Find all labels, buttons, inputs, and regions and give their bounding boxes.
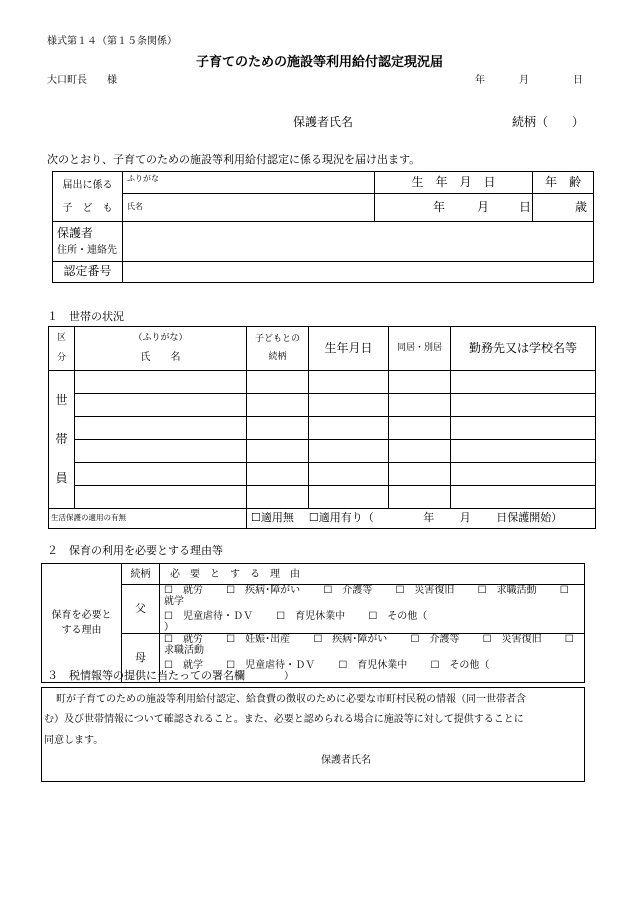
father-label: 父 xyxy=(122,585,160,634)
cert-number-label: 認定番号 xyxy=(53,262,123,283)
father-study-checkbox[interactable] xyxy=(560,585,569,596)
father-care-label: 介護等 xyxy=(342,585,373,596)
mother-label: 母 xyxy=(122,634,160,683)
father-other-label: その他（ xyxy=(387,611,428,622)
date-month-label: 月 xyxy=(519,75,529,86)
welfare-yes-checkbox[interactable] xyxy=(309,511,319,524)
mother-disaster-checkbox[interactable] xyxy=(483,634,492,645)
father-abuse-label: 児童虐待・ＤＶ xyxy=(182,611,253,622)
col-kubun-2: 分 xyxy=(56,352,66,363)
form-number: 様式第１４（第１５条関係） xyxy=(47,36,177,47)
mother-other-checkbox[interactable] xyxy=(430,660,439,671)
col-furigana: （ふりがな） xyxy=(133,333,188,344)
mother-work-checkbox[interactable] xyxy=(164,634,173,645)
col-name xyxy=(75,327,247,371)
father-work-checkbox[interactable] xyxy=(164,585,173,596)
member-cohabit-cell[interactable] xyxy=(389,394,451,417)
reason-label-cell xyxy=(42,564,122,683)
col-relation-1: 子どもとの xyxy=(254,333,300,344)
birth-month-label: 月 xyxy=(477,199,490,214)
reason-label-2: する理由 xyxy=(61,625,102,636)
father-leave-label: 育児休業中 xyxy=(295,611,346,622)
consent-line-3: 同意します。 xyxy=(44,735,104,746)
father-care-checkbox[interactable] xyxy=(323,585,332,596)
reason-col-relation: 続柄 xyxy=(122,564,160,585)
welfare-start-label: 日保護開始） xyxy=(496,511,563,525)
col-relation-2: 続柄 xyxy=(268,351,287,362)
mother-care-label: 介護等 xyxy=(429,634,460,645)
child-age-field[interactable]: 歳 xyxy=(533,194,594,222)
reason-table xyxy=(41,563,585,683)
father-study-label: 就学 xyxy=(164,596,184,607)
member-work-cell[interactable] xyxy=(451,417,596,440)
col-relation xyxy=(247,327,309,371)
welfare-yes-label: 適用有り（ xyxy=(318,511,374,525)
father-other-close: ） xyxy=(164,622,174,633)
member-work-cell[interactable] xyxy=(451,371,596,394)
col-kubun-1: 区 xyxy=(56,332,66,343)
mother-study-label: 就学 xyxy=(182,660,203,671)
member-work-cell[interactable] xyxy=(451,463,596,486)
child-subject-label-1: 届出に係る xyxy=(62,179,113,191)
consent-sign-label: 保護者氏名 xyxy=(321,755,371,766)
child-subject-cell xyxy=(53,172,123,222)
member-name-cell[interactable] xyxy=(75,463,247,486)
addressee: 大口町長 様 xyxy=(47,75,117,86)
father-disaster-label: 災害復旧 xyxy=(414,585,455,596)
guardian-contact-label-cell xyxy=(53,222,123,262)
member-work-cell[interactable] xyxy=(451,486,596,509)
child-furigana-field[interactable] xyxy=(123,172,375,194)
member-name-cell[interactable] xyxy=(75,371,247,394)
child-name-field[interactable] xyxy=(123,194,375,222)
date-year-label: 年 xyxy=(475,75,485,86)
child-table xyxy=(52,171,594,283)
mother-work-label: 就労 xyxy=(182,634,203,645)
father-illness-label: 疾病･障がい xyxy=(245,585,301,596)
member-birth-cell[interactable] xyxy=(309,394,389,417)
member-relation-cell[interactable] xyxy=(247,417,309,440)
intro-text: 次のとおり、子育てのための施設等利用給付認定に係る現況を届け出ます。 xyxy=(47,153,421,166)
birth-day-label: 日 xyxy=(519,199,532,214)
child-birth-field[interactable] xyxy=(375,194,533,222)
welfare-none-label: 適用無 xyxy=(260,511,294,525)
mother-abuse-label: 児童虐待・ＤＶ xyxy=(245,660,316,671)
father-work-label: 就労 xyxy=(182,585,203,596)
member-name-cell[interactable] xyxy=(75,394,247,417)
child-subject-label-2: 子 ど も xyxy=(62,202,113,214)
household-char-1: 世 xyxy=(55,392,68,407)
furigana-label: ふりがな xyxy=(127,174,159,183)
father-other-checkbox[interactable] xyxy=(368,611,377,622)
mother-other-close: ） xyxy=(284,671,294,682)
consent-box xyxy=(41,687,585,782)
mother-pregnancy-label: 妊娠･出産 xyxy=(245,634,291,645)
household-char-3: 員 xyxy=(55,471,68,486)
father-leave-checkbox[interactable] xyxy=(276,611,285,622)
consent-line-1: 町が子育てのための施設等利用給付認定、給食費の徴収のために必要な市町村民税の情報（同一世帯者含 xyxy=(56,694,526,705)
mother-illness-checkbox[interactable] xyxy=(313,634,322,645)
member-name-cell[interactable] xyxy=(75,440,247,463)
household-char-2: 帯 xyxy=(55,431,68,446)
welfare-year-label: 年 xyxy=(423,511,435,525)
age-header: 年 齢 xyxy=(533,172,594,194)
col-kubun xyxy=(49,327,75,371)
member-birth-cell[interactable] xyxy=(309,486,389,509)
member-relation-cell[interactable] xyxy=(247,463,309,486)
member-relation-cell[interactable] xyxy=(247,371,309,394)
guardian-contact-field[interactable] xyxy=(123,222,594,262)
member-cohabit-cell[interactable] xyxy=(389,486,451,509)
member-name-cell[interactable] xyxy=(75,486,247,509)
father-disaster-checkbox[interactable] xyxy=(395,585,404,596)
col-work: 勤務先又は学校名等 xyxy=(451,327,596,371)
member-cohabit-cell[interactable] xyxy=(389,463,451,486)
member-cohabit-cell[interactable] xyxy=(389,417,451,440)
mother-disaster-label: 災害復旧 xyxy=(501,634,542,645)
mother-care-checkbox[interactable] xyxy=(410,634,419,645)
father-jobsearch-checkbox[interactable] xyxy=(478,585,487,596)
col-cohabit: 同居・別居 xyxy=(389,327,451,371)
household-member-label xyxy=(49,371,75,509)
col-name-label: 氏 名 xyxy=(140,351,181,363)
col-birth: 生年月日 xyxy=(309,327,389,371)
mother-jobsearch-label: 求職活動 xyxy=(164,645,204,656)
birth-year-label: 年 xyxy=(433,199,446,214)
cert-number-field[interactable] xyxy=(123,262,594,283)
member-work-cell[interactable] xyxy=(451,440,596,463)
guardian-name-label: 保護者氏名 xyxy=(293,115,354,129)
member-relation-cell[interactable] xyxy=(247,486,309,509)
father-illness-checkbox[interactable] xyxy=(226,585,235,596)
father-jobsearch-label: 求職活動 xyxy=(496,585,537,596)
household-table xyxy=(48,326,596,529)
guardian-label-1: 保護者 xyxy=(57,226,94,241)
consent-line-2: む）及び世帯情報について確認されること。また、必要と認められる場合に施設等に対して提供することに xyxy=(44,714,524,725)
member-cohabit-cell[interactable] xyxy=(389,440,451,463)
form-title: 子育てのための施設等利用給付認定現況届 xyxy=(196,55,444,70)
section1-heading: １ 世帯の状況 xyxy=(47,310,124,323)
relation-label: 続柄（ ） xyxy=(512,115,585,129)
member-cohabit-cell[interactable] xyxy=(389,371,451,394)
father-reasons xyxy=(160,585,585,634)
member-birth-cell[interactable] xyxy=(309,371,389,394)
mother-jobsearch-checkbox[interactable] xyxy=(565,634,574,645)
section2-heading: ２ 保育の利用を必要とする理由等 xyxy=(47,544,223,557)
member-relation-cell[interactable] xyxy=(247,394,309,417)
reason-col-reason: 必 要 と す る 理 由 xyxy=(160,564,585,585)
mother-leave-checkbox[interactable] xyxy=(338,660,347,671)
mother-illness-label: 疾病･障がい xyxy=(332,634,388,645)
welfare-label: 生活保護の適用の有無 xyxy=(49,509,247,529)
section3-heading: ３ 税情報等の提供に当たっての署名欄 xyxy=(47,669,245,682)
welfare-options xyxy=(247,509,596,529)
mother-leave-label: 育児休業中 xyxy=(357,660,408,671)
member-birth-cell[interactable] xyxy=(309,417,389,440)
date-day-label: 日 xyxy=(573,75,583,86)
welfare-none-checkbox[interactable] xyxy=(251,511,261,524)
name-label: 氏名 xyxy=(127,202,143,212)
member-relation-cell[interactable] xyxy=(247,440,309,463)
reason-label-1: 保育を必要と xyxy=(51,610,112,621)
birth-header: 生 年 月 日 xyxy=(375,172,533,194)
mother-pregnancy-checkbox[interactable] xyxy=(226,634,235,645)
member-name-cell[interactable] xyxy=(75,417,247,440)
welfare-month-label: 月 xyxy=(459,511,471,525)
member-birth-cell[interactable] xyxy=(309,463,389,486)
guardian-label-2: 住所・連絡先 xyxy=(57,244,117,256)
member-birth-cell[interactable] xyxy=(309,440,389,463)
father-abuse-checkbox[interactable] xyxy=(164,611,173,622)
mother-other-label: その他（ xyxy=(449,660,490,671)
member-work-cell[interactable] xyxy=(451,394,596,417)
